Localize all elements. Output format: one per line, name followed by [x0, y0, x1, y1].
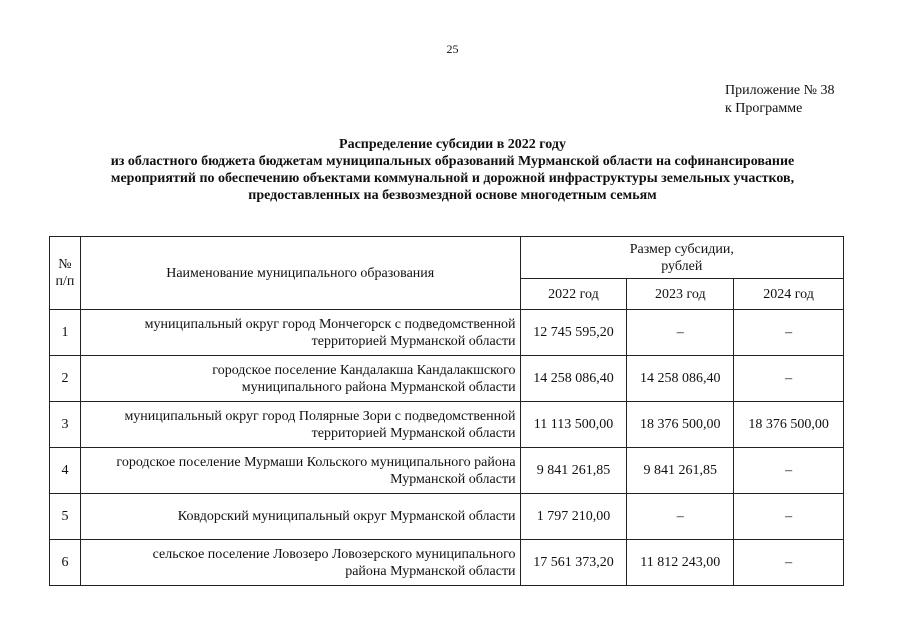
- row-2023-value: 14 258 086,40: [627, 356, 734, 402]
- table-row: [50, 356, 844, 402]
- row-name-line1: городское поселение Кандалакша Кандалакшского: [212, 362, 516, 378]
- row-number: 1: [50, 310, 81, 356]
- row-municipality: [80, 402, 520, 448]
- row-municipality: [80, 494, 520, 540]
- row-2022-value: 9 841 261,85: [520, 448, 627, 494]
- row-2024-value: –: [734, 494, 844, 540]
- row-number: 4: [50, 448, 81, 494]
- header-number: [50, 237, 81, 310]
- title-line3: мероприятий по обеспечению объектами коммунальной и дорожной инфраструктуры земельных участков,: [110, 171, 795, 186]
- row-name-line2: Мурманской области: [390, 471, 516, 487]
- table-row: [50, 448, 844, 494]
- subsidy-table: [49, 236, 844, 586]
- document-title: [40, 136, 865, 204]
- row-number: 2: [50, 356, 81, 402]
- row-municipality: [80, 540, 520, 586]
- row-2023-value: –: [627, 310, 734, 356]
- row-2022-value: 1 797 210,00: [520, 494, 627, 540]
- row-name-line1: городское поселение Мурмаши Кольского муниципального района: [116, 454, 516, 470]
- row-name-line1: Ковдорский муниципальный округ Мурманской области: [177, 509, 516, 524]
- row-2024-value: –: [734, 356, 844, 402]
- header-name: Наименование муниципального образования: [80, 237, 520, 310]
- page-number: 25: [446, 42, 459, 56]
- table-row: [50, 494, 844, 540]
- header-size-line2: рублей: [661, 258, 703, 274]
- table-row: [50, 540, 844, 586]
- row-name-line1: муниципальный округ город Мончегорск с подведомственной: [144, 316, 516, 332]
- row-name-line2: муниципального района Мурманской области: [241, 379, 516, 395]
- appendix-caption: [725, 82, 835, 118]
- row-2024-value: –: [734, 448, 844, 494]
- header-year-2022: 2022 год: [520, 279, 627, 310]
- row-number: 6: [50, 540, 81, 586]
- header-subsidy-size: [520, 237, 843, 279]
- row-2024-value: 18 376 500,00: [734, 402, 844, 448]
- table-row: [50, 310, 844, 356]
- row-name-line2: территорией Мурманской области: [311, 333, 516, 349]
- row-2022-value: 11 113 500,00: [520, 402, 627, 448]
- row-2022-value: 17 561 373,20: [520, 540, 627, 586]
- row-municipality: [80, 310, 520, 356]
- row-2022-value: 12 745 595,20: [520, 310, 627, 356]
- header-year-2024: 2024 год: [734, 279, 844, 310]
- row-2023-value: –: [627, 494, 734, 540]
- row-2024-value: –: [734, 540, 844, 586]
- row-number: 5: [50, 494, 81, 540]
- row-2022-value: 14 258 086,40: [520, 356, 627, 402]
- row-municipality: [80, 356, 520, 402]
- header-year-2023: 2023 год: [627, 279, 734, 310]
- title-line2: из областного бюджета бюджетам муниципальных образований Мурманской области на софинансирование: [110, 154, 795, 169]
- title-line1: Распределение субсидии в 2022 году: [339, 137, 566, 152]
- title-line4: предоставленных на безвозмездной основе многодетным семьям: [248, 188, 657, 203]
- header-number-line2: п/п: [55, 274, 75, 289]
- appendix-line1: Приложение № 38: [725, 83, 835, 98]
- row-name-line1: муниципальный округ город Полярные Зори с подведомственной: [124, 408, 516, 424]
- row-municipality: [80, 448, 520, 494]
- table-row: [50, 402, 844, 448]
- row-2023-value: 11 812 243,00: [627, 540, 734, 586]
- appendix-line2: к Программе: [725, 101, 803, 116]
- row-name-line1: сельское поселение Ловозеро Ловозерского муниципального: [152, 546, 516, 562]
- row-number: 3: [50, 402, 81, 448]
- row-2023-value: 9 841 261,85: [627, 448, 734, 494]
- row-name-line2: района Мурманской области: [345, 563, 516, 579]
- row-2023-value: 18 376 500,00: [627, 402, 734, 448]
- header-size-line1: Размер субсидии,: [629, 241, 734, 257]
- table-header-row: [50, 237, 844, 279]
- row-name-line2: территорией Мурманской области: [311, 425, 516, 441]
- header-number-line1: №: [58, 257, 72, 272]
- row-2024-value: –: [734, 310, 844, 356]
